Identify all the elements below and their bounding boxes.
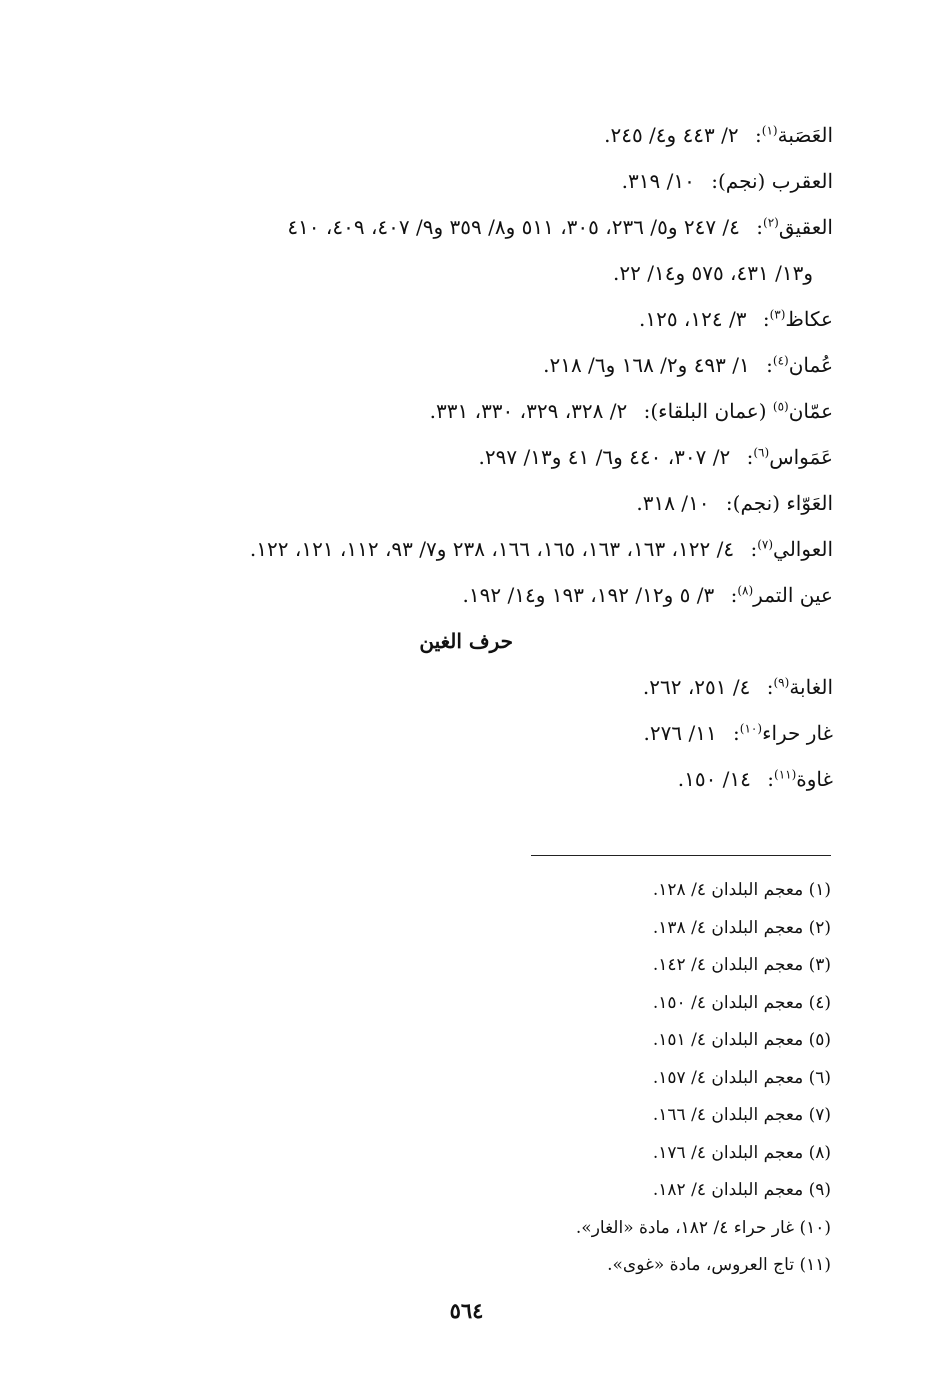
index-entry bbox=[93, 572, 833, 618]
footnote-divider bbox=[531, 855, 831, 856]
entry-term: العَصَبة bbox=[777, 123, 833, 147]
section-entries bbox=[93, 664, 833, 802]
page-number: ٥٦٤ bbox=[449, 1298, 484, 1323]
entry-refs: ٣/ ٥ و١٢/ ١٩٢، ١٩٣ و١٤/ ١٩٢. bbox=[462, 583, 715, 607]
entry-separator: : bbox=[762, 307, 770, 331]
index-entry bbox=[93, 526, 833, 572]
footnote: (٨) معجم البلدان ٤/ ١٧٦. bbox=[652, 1142, 831, 1163]
entry-refs: ١٠/ ٣١٩. bbox=[621, 169, 695, 193]
footnote: (٥) معجم البلدان ٤/ ١٥١. bbox=[652, 1030, 831, 1050]
entry-term: عَمَواس bbox=[769, 445, 833, 469]
footnote-marker: (١١) bbox=[774, 767, 797, 782]
entry-refs: ٤/ ٢٥١، ٢٦٢. bbox=[642, 675, 751, 699]
entry-term: غاوة bbox=[796, 767, 833, 791]
footnotes bbox=[411, 872, 831, 1285]
footnote-marker: (١٠) bbox=[739, 721, 763, 736]
index-entry bbox=[93, 756, 833, 802]
footnote: (٣) معجم البلدان ٤/ ١٤٢. bbox=[652, 955, 831, 975]
footnote: (٩) معجم البلدان ٤/ ١٨٢. bbox=[652, 1180, 831, 1200]
entry-refs: ١/ ٤٩٣ و٢/ ١٦٨ و٦/ ٢١٨. bbox=[543, 353, 750, 377]
footnote: (٢) معجم البلدان ٤/ ١٣٨. bbox=[652, 917, 831, 938]
footnote-marker: (٧) bbox=[757, 537, 774, 552]
index-entry bbox=[93, 710, 833, 756]
footnote: (٤) معجم البلدان ٤/ ١٥٠. bbox=[652, 992, 831, 1013]
footnote-marker: (٤) bbox=[772, 353, 789, 368]
footnote-marker: (٨) bbox=[737, 583, 754, 598]
footnote-marker: (٥) bbox=[772, 399, 789, 414]
entry-separator: : bbox=[730, 583, 738, 607]
entry-separator: : bbox=[725, 491, 733, 515]
entry-separator: : bbox=[643, 399, 651, 423]
entry-refs: ١٠/ ٣١٨. bbox=[636, 491, 710, 515]
index-entry bbox=[93, 388, 833, 434]
entry-term: عمّان bbox=[788, 399, 833, 423]
entry-term: العوالي bbox=[773, 537, 833, 561]
section-heading: حرف الغين bbox=[419, 629, 513, 653]
entry-refs: ٤/ ١٢٢، ١٦٣، ١٦٣، ١٦٥، ١٦٦، ٢٣٨ و٧/ ٩٣، ١١٢، ١٢١، ١٢٢. bbox=[249, 537, 735, 561]
index-entry bbox=[93, 664, 833, 710]
entry-term: عين التمر bbox=[753, 583, 833, 607]
entry-refs: ٤/ ٢٤٧ و٥/ ٢٣٦، ٣٠٥، ٥١١ و٨/ ٣٥٩ و٩/ ٤٠٧، ٤٠٩، ٤١٠ bbox=[287, 215, 740, 239]
entry-refs: ١٤/ ١٥٠. bbox=[677, 767, 751, 791]
entry-refs: ١١/ ٢٧٦. bbox=[643, 721, 717, 745]
footnote-marker: (٦) bbox=[753, 445, 770, 460]
index-entry bbox=[93, 204, 833, 296]
footnote-marker: (٩) bbox=[773, 675, 790, 690]
entry-separator: : bbox=[766, 675, 774, 699]
entry-refs: ٢/ ٣٢٨، ٣٢٩، ٣٣٠، ٣٣١. bbox=[429, 399, 628, 423]
index-entry bbox=[93, 112, 833, 158]
entry-term: غار حراء bbox=[762, 721, 833, 745]
footnote: (١١) تاج العروس، مادة «غوى». bbox=[607, 1255, 831, 1275]
entry-refs: ٢/ ٤٤٣ و٤/ ٢٤٥. bbox=[604, 123, 739, 147]
footnote-marker: (٢) bbox=[763, 215, 779, 230]
index-entry bbox=[93, 480, 833, 526]
index-entry bbox=[93, 296, 833, 342]
entry-separator: : bbox=[767, 767, 775, 791]
entry-term: عكاظ bbox=[785, 307, 833, 331]
footnote-marker: (١) bbox=[761, 123, 778, 138]
entry-separator: : bbox=[746, 445, 754, 469]
index-entry bbox=[93, 434, 833, 480]
entry-separator: : bbox=[711, 169, 718, 193]
footnote: (١٠) غار حراء ٤/ ١٨٢، مادة «الغار». bbox=[575, 1217, 831, 1238]
entry-separator: : bbox=[756, 215, 764, 239]
footnote-marker: (٣) bbox=[769, 307, 786, 322]
entry-separator: : bbox=[766, 353, 773, 377]
entry-qualifier: (عمان البلقاء) bbox=[650, 399, 767, 423]
footnote: (٧) معجم البلدان ٤/ ١٦٦. bbox=[652, 1105, 831, 1125]
entry-separator: : bbox=[733, 721, 740, 745]
entry-separator: : bbox=[755, 123, 762, 147]
entry-continuation: و١٣/ ٤٣١، ٥٧٥ و١٤/ ٢٢. bbox=[613, 261, 813, 285]
entry-term: عُمان bbox=[788, 353, 833, 377]
footnote: (١) معجم البلدان ٤/ ١٢٨. bbox=[652, 880, 831, 900]
footnote: (٦) معجم البلدان ٤/ ١٥٧. bbox=[652, 1067, 831, 1088]
entry-term: الغابة bbox=[789, 675, 833, 699]
index-entry bbox=[93, 158, 833, 204]
entry-refs: ٢/ ٣٠٧، ٤٤٠ و٦/ ٤١ و١٣/ ٢٩٧. bbox=[478, 445, 731, 469]
entry-term: العقرب (نجم) bbox=[717, 169, 833, 193]
entry-refs: ٣/ ١٢٤، ١٢٥. bbox=[638, 307, 747, 331]
entry-separator: : bbox=[750, 537, 758, 561]
entry-term: العَوّاء (نجم) bbox=[732, 491, 833, 515]
index-entries bbox=[93, 112, 833, 802]
index-entry bbox=[93, 342, 833, 388]
entry-term: العقيق bbox=[778, 215, 833, 239]
